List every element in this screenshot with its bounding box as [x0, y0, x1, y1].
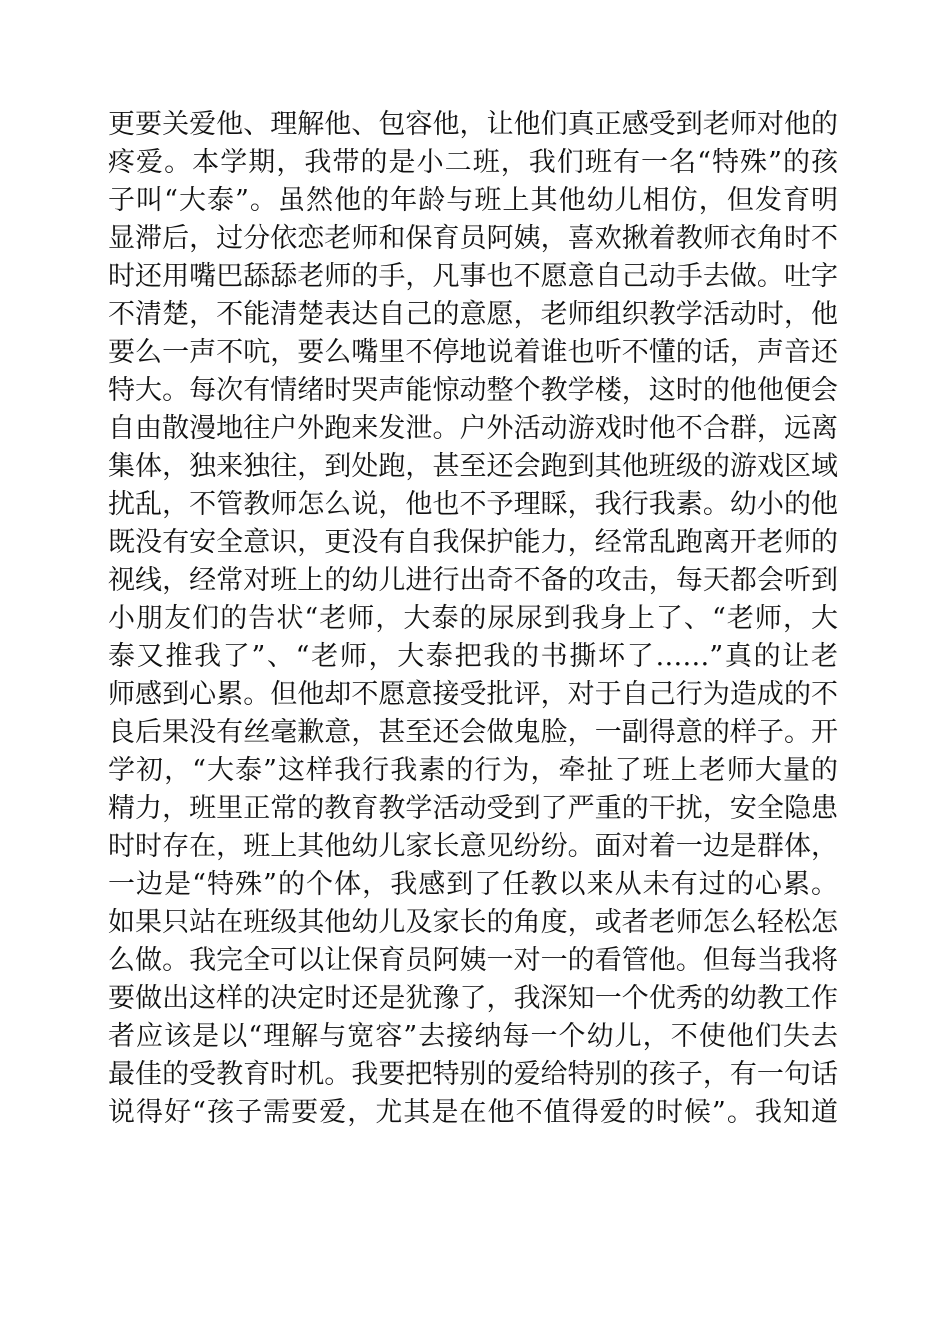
text-line: 自由散漫地往户外跑来发泄。户外活动游戏时他不合群，远离: [108, 413, 838, 444]
text-line: 要么一声不吭，要么嘴里不停地说着谁也听不懂的话，声音还: [108, 337, 838, 368]
text-line: 么做。我完全可以让保育员阿姨一对一的看管他。但每当我将: [108, 945, 838, 976]
text-line: 一边是“特殊”的个体，我感到了任教以来从未有过的心累。: [108, 869, 838, 900]
text-line: 不清楚，不能清楚表达自己的意愿，老师组织教学活动时，他: [108, 299, 838, 330]
text-line: 显滞后，过分依恋老师和保育员阿姨，喜欢揪着教师衣角时不: [108, 223, 838, 254]
body-text: [108, 106, 838, 1132]
text-line: 时还用嘴巴舔舔老师的手，凡事也不愿意自己动手去做。吐字: [108, 261, 838, 292]
text-line: 子叫“大泰”。虽然他的年龄与班上其他幼儿相仿，但发育明: [108, 185, 838, 216]
text-line: 说得好“孩子需要爱，尤其是在他不值得爱的时候”。我知道: [108, 1097, 838, 1128]
text-line: 集体，独来独往，到处跑，甚至还会跑到其他班级的游戏区域: [108, 451, 838, 482]
text-line: 最佳的受教育时机。我要把特别的爱给特别的孩子，有一句话: [108, 1059, 838, 1090]
text-line: 泰又推我了”、“老师，大泰把我的书撕坏了……”真的让老: [108, 641, 838, 672]
text-line: 如果只站在班级其他幼儿及家长的角度，或者老师怎么轻松怎: [108, 907, 838, 938]
text-line: 既没有安全意识，更没有自我保护能力，经常乱跑离开老师的: [108, 527, 838, 558]
text-line: 要做出这样的决定时还是犹豫了，我深知一个优秀的幼教工作: [108, 983, 838, 1014]
text-line: 者应该是以“理解与宽容”去接纳每一个幼儿，不使他们失去: [108, 1021, 838, 1052]
text-line: 时时存在，班上其他幼儿家长意见纷纷。面对着一边是群体，: [108, 831, 838, 862]
text-line: 学初，“大泰”这样我行我素的行为，牵扯了班上老师大量的: [108, 755, 838, 786]
text-line: 更要关爱他、理解他、包容他，让他们真正感受到老师对他的: [108, 109, 838, 140]
text-line: 师感到心累。但他却不愿意接受批评，对于自己行为造成的不: [108, 679, 838, 710]
text-line: 良后果没有丝毫歉意，甚至还会做鬼脸，一副得意的样子。开: [108, 717, 838, 748]
text-line: 扰乱，不管教师怎么说，他也不予理睬，我行我素。幼小的他: [108, 489, 838, 520]
text-line: 精力，班里正常的教育教学活动受到了严重的干扰，安全隐患: [108, 793, 838, 824]
text-line: 小朋友们的告状“老师，大泰的尿尿到我身上了、“老师，大: [108, 603, 838, 634]
text-line: 视线，经常对班上的幼儿进行出奇不备的攻击，每天都会听到: [108, 565, 838, 596]
text-line: 特大。每次有情绪时哭声能惊动整个教学楼，这时的他他便会: [108, 375, 838, 406]
text-line: 疼爱。本学期，我带的是小二班，我们班有一名“特殊”的孩: [108, 147, 838, 178]
